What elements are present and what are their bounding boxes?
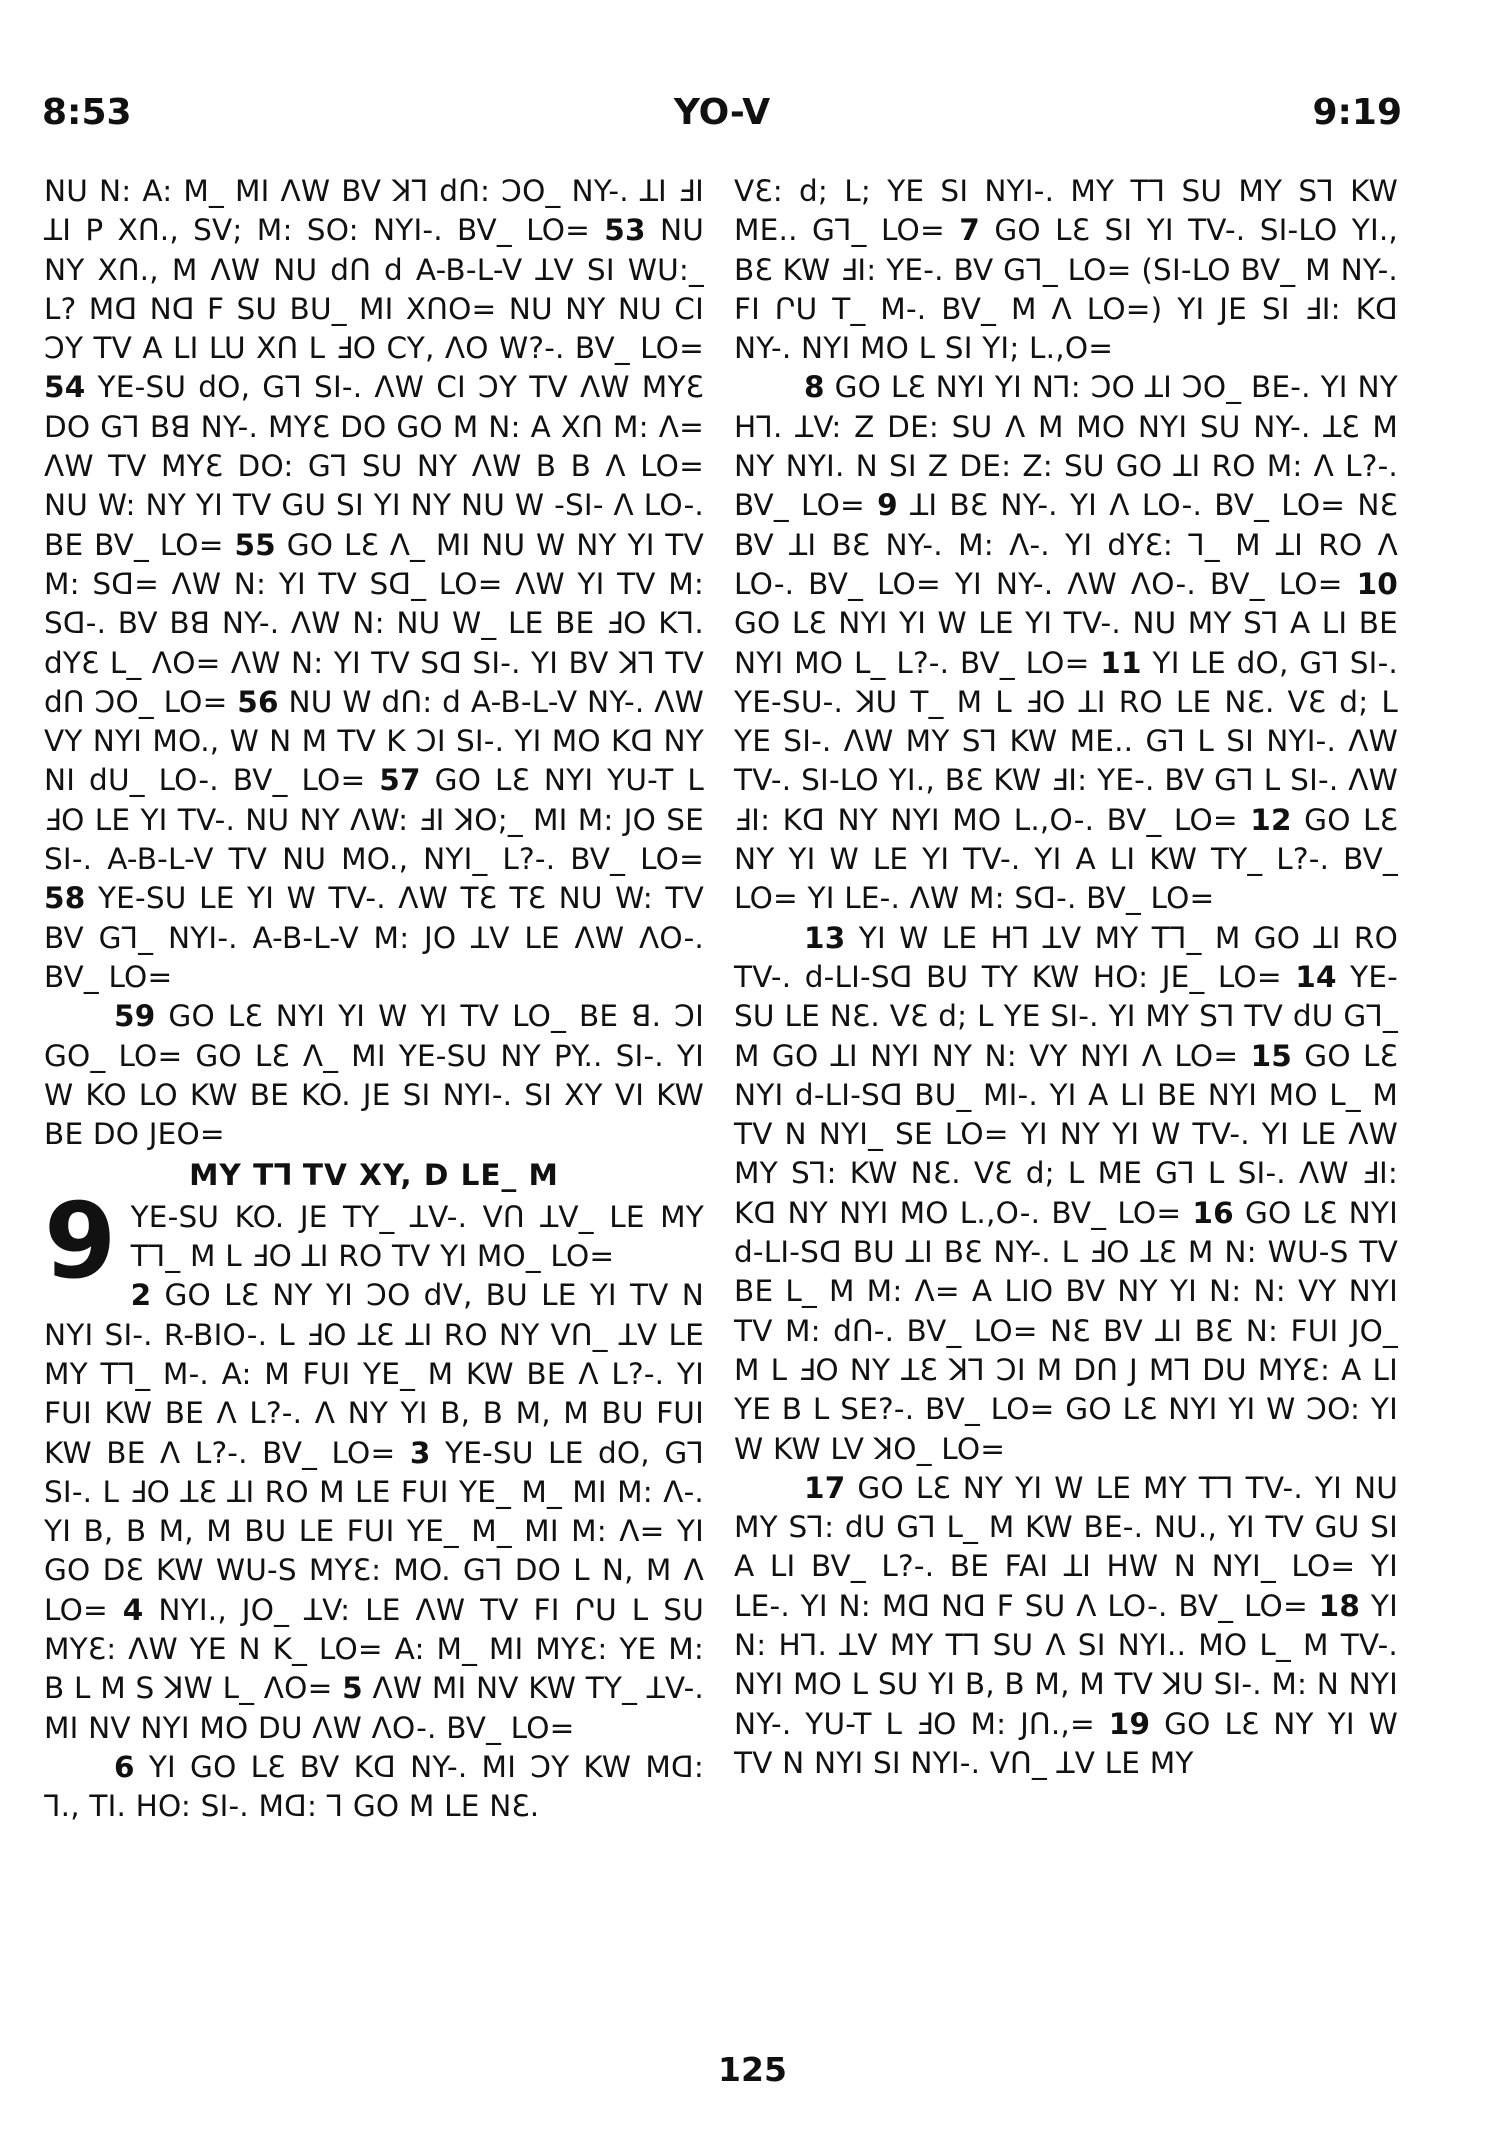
verse-number: 18 <box>1318 1588 1361 1623</box>
header-book-title: YO-V <box>673 92 771 133</box>
verse-text: GO LƐ SI YI TV-. SI-LO YI., BƐ KW ꓞI: YE-. BV Gꓶ_ LO= (SI-LO BV_ M NY-. FI ՐU T_ M-. BV_ M Λ LO=) YI JE SI ꓞI: Kꓷ NY-. NYI MO L SI YI; L.,O= <box>734 213 1398 366</box>
paragraph <box>44 1748 704 1827</box>
header-right-reference: 9:19 <box>1312 92 1402 133</box>
verse-text: GO LƐ NY YI W TV N NYI SI NYI-. VՈ_ ꓕV LE MY <box>734 1706 1398 1780</box>
chapter-opening <box>44 1179 704 1302</box>
verse-number: 10 <box>1356 566 1399 601</box>
chapter-opening-text: YE-SU KO. JE TY_ ꓕV-. VՈ ꓕV_ LE MY Tꓶ_ M L ꓞO ꓕI RO TV YI MO_ LO= <box>130 1199 704 1274</box>
verse-text: YE-SU LE dO, Gꓶ SI-. L ꓞO ꓕƐ ꓕI RO M LE FUI YE_ M_ MI M: Λ-. YI B, B M, M BU LE FUI YE_ M_ MI M: Λ= YI GO DƐ KW WU-S MYƐ: MO. Gꓶ DO L N, M Λ LO= <box>44 1435 705 1627</box>
verse-text: GO LƐ NY YI W LE YI TV-. YI A LI KW TY_ L?-. BV_ LO= YI LE-. ΛW M: Sꓷ-. BV_ LO= <box>734 802 1399 916</box>
left-column-paragraphs <box>44 172 704 1154</box>
verse-text: YI LE dO, Gꓶ SI-. YE-SU-. ꓘU T_ M L ꓞO ꓕI RO LE NƐ. VƐ d; L YE SI-. ΛW MY Sꓶ KW ME.. Gꓶ L SI NYI-. ΛW TV-. SI-LO YI., BƐ KW ꓞI: YE-. BV Gꓶ L SI-. ΛW ꓞI: Kꓷ NY NYI MO L.,O-. BV_ LO= <box>734 645 1398 837</box>
verse-number: 16 <box>1192 1195 1234 1230</box>
verse-text: YE-SU LE YI W TV-. ΛW TƐ TƐ NU W: TV BV Gꓶ_ NYI-. A-B-L-V M: JO ꓕV LE ΛW ΛO-. BV_ LO= <box>44 881 705 994</box>
left-column <box>44 172 704 1826</box>
verse-text: NU W dՈ: d A-B-L-V NY-. ΛW VY NYI MO., W N M TV K ϽI SI-. YI MO Kꓷ NY NI dU_ LO-. BV_ LO= <box>44 684 704 798</box>
verse-number: 56 <box>237 684 279 719</box>
verse-text: ΛW MI NV KW TY_ ꓕV-. MI NV NYI MO DU ΛW ΛO-. BV_ LO= <box>44 1671 704 1745</box>
verse-number: 12 <box>1250 802 1292 837</box>
paragraph <box>44 997 704 1154</box>
paragraph <box>734 172 1398 368</box>
chapter-number: 9 <box>44 1179 117 1302</box>
verse-number: 2 <box>130 1278 152 1313</box>
verse-number: 14 <box>1295 959 1337 994</box>
verse-text: VƐ: d; L; YE SI NYI-. MY Tꓶ SU MY Sꓶ KW ME.. Gꓶ_ LO= <box>734 174 1398 248</box>
verse-text: GO LƐ NYI d-LI-Sꓷ BU ꓕI BƐ NY-. L ꓞO ꓕƐ M N: WU-S TV BE L_ M M: Λ= A LIO BV NY YI N: N: VY NYI TV M: dՈ-. BV_ LO= NƐ BV ꓕI BƐ N: FUI JO_ M L ꓞO NY ꓕƐ ꓘꓶ ϽI M DՈ J Mꓶ DU MYƐ: A LI YE B L SE?-. BV_ LO= GO LƐ NYI YI W ϽO: YI W KW LV ꓘO_ LO= <box>734 1195 1399 1466</box>
paragraph <box>44 172 704 997</box>
paragraph <box>734 919 1398 1469</box>
verse-number: 58 <box>44 881 86 916</box>
left-column-paragraphs-after <box>44 1276 704 1826</box>
verse-text: GO LƐ NY YI ϽO dV, BU LE YI TV N NYI SI-. R-BIO-. L ꓞO ꓕƐ ꓕI RO NY VՈ_ ꓕV LE MY Tꓶ_ M-. A: M FUI YE_ M KW BE Λ L?-. YI FUI KW BE Λ L?-. Λ NY YI B, B M, M BU FUI KW BE Λ L?-. BV_ LO= <box>44 1278 704 1470</box>
paragraph <box>734 368 1398 918</box>
verse-number: 8 <box>804 370 825 405</box>
verse-text: GO LƐ NYI YU-T L ꓞO LE YI TV-. NU NY ΛW: ꓞI ꓘO;_ MI M: JO SE SI-. A-B-L-V TV NU MO., NYI_ L?-. BV_ LO= <box>44 763 705 877</box>
right-column-paragraphs <box>734 172 1398 1783</box>
page-number: 125 <box>718 2050 787 2089</box>
verse-text: NU N: A: M_ MI ΛW BV ꓘꓶ dՈ: ϽO_ NY-. ꓕI ꓞI ꓕI P XՈ., SV; M: SO: NYI-. BV_ LO= <box>44 174 704 248</box>
verse-text: ꓕI BƐ NY-. YI Λ LO-. BV_ LO= NƐ BV ꓕI BƐ NY-. M: Λ-. YI dYƐ: ꓶ_ M ꓕI RO Λ LO-. BV_ LO= YI NY-. ΛW ΛO-. BV_ LO= <box>734 488 1398 601</box>
verse-number: 6 <box>114 1749 135 1784</box>
verse-text: NYI., JO_ ꓕV: LE ΛW TV FI ՐU L SU MYƐ: ΛW YE N K_ LO= A: M_ MI MYƐ: YE M: B L M S ꓘW L_ ΛO= <box>44 1592 705 1706</box>
verse-number: 11 <box>1100 645 1142 680</box>
verse-number: 59 <box>114 999 156 1034</box>
verse-text: GO LƐ NYI YI Nꓶ: ϽO ꓕI ϽO_ BE-. YI NY Hꓶ. ꓕV: Z DE: SU Λ M MO NYI SU NY-. ꓕƐ M NY NYI. N SI Z DE: Z: SU GO ꓕI RO M: Λ L?-. BV_ LO= <box>734 370 1399 523</box>
verse-number: 19 <box>1108 1706 1151 1741</box>
verse-number: 57 <box>379 763 421 798</box>
verse-number: 3 <box>409 1435 431 1470</box>
paragraph <box>44 1276 704 1748</box>
header-left-reference: 8:53 <box>42 92 132 133</box>
verse-text: GO LƐ Λ_ MI NU W NY YI TV M: Sꓷ= ΛW N: YI TV Sꓷ_ LO= ΛW YI TV M: Sꓷ-. BV Bꓭ NY-. ΛW N: NU W_ LE BE ꓞO Kꓶ. dYƐ L_ ΛO= ΛW N: YI TV Sꓷ SI-. YI BV ꓘꓶ TV dՈ ϽO_ LO= <box>44 527 705 719</box>
verse-text: GO LƐ NYI d-LI-Sꓷ BU_ MI-. YI A LI BE NYI MO L_ M TV N NYI_ SE LO= YI NY YI W TV-. YI LE ΛW MY Sꓶ: KW NƐ. VƐ d; L ME Gꓶ L SI-. ΛW ꓞI: Kꓷ NY NYI MO L.,O-. BV_ LO= <box>734 1038 1399 1230</box>
running-head <box>42 92 1402 142</box>
verse-text: YI N: Hꓶ. ꓕV MY Tꓶ SU Λ SI NYI.. MO L_ M TV-. NYI MO L SU YI B, B M, M TV ꓘU SI-. M: N NYI NY-. YU-T L ꓞO M: JՈ.,= <box>734 1588 1398 1741</box>
verse-text: YE-SU dO, Gꓶ SI-. ΛW CI ϽY TV ΛW MYƐ DO Gꓶ Bꓭ NY-. MYƐ DO GO M N: A XՈ M: Λ= ΛW TV MYƐ DO: Gꓶ SU NY ΛW B B Λ LO= NU W: NY YI TV GU SI YI NY NU W -SI- Λ LO-. BE BV_ LO= <box>44 370 704 562</box>
verse-number: 54 <box>44 370 86 405</box>
verse-number: 4 <box>122 1592 144 1627</box>
right-column <box>734 172 1398 1783</box>
section-title: MY Tꓶ TV XY, D LE_ M <box>189 1158 559 1193</box>
verse-text: GO LƐ NY YI W LE MY Tꓶ TV-. YI NU MY Sꓶ: dU Gꓶ L_ M KW BE-. NU., YI TV GU SI A LI BV_ L?-. BE FAI ꓕI HW N NYI_ LO= YI LE-. YI N: Mꓷ Nꓷ F SU Λ LO-. BV_ LO= <box>734 1470 1398 1623</box>
verse-text: GO LƐ NYI YI W LE YI TV-. NU MY Sꓶ A LI BE NYI MO L_ L?-. BV_ LO= <box>734 606 1398 680</box>
verse-number: 9 <box>877 488 898 523</box>
verse-number: 5 <box>342 1671 363 1706</box>
verse-number: 13 <box>804 920 846 955</box>
verse-text: GO LƐ NYI YI W YI TV LO_ BE ꓭ. ϽI GO_ LO= GO LƐ Λ_ MI YE-SU NY PY.. SI-. YI W KO LO KW BE KO. JE SI NYI-. SI XY VI KW BE DO JEO= <box>44 999 704 1152</box>
verse-text: YI GO LƐ BV Kꓷ NY-. MI ϽY KW Mꓷ: ꓶ., TI. HO: SI-. Mꓷ: ꓶ GO M LE NƐ. <box>44 1749 704 1824</box>
verse-number: 53 <box>604 213 646 248</box>
verse-text: YI W LE Hꓶ ꓕV MY Tꓶ_ M GO ꓕI RO TV-. d-LI-Sꓷ BU TY KW HO: JE_ LO= <box>734 920 1398 994</box>
verse-number: 7 <box>959 213 980 248</box>
paragraph <box>734 1469 1398 1783</box>
verse-text: YE-SU LE NƐ. VƐ d; L YE SI-. YI MY Sꓶ TV dU Gꓶ_ M GO ꓕI NYI NY N: VY NYI Λ LO= <box>734 959 1399 1073</box>
verse-text: NU NY XՈ., M ΛW NU dՈ d A-B-L-V ꓕV SI WU:_ L? Mꓷ Nꓷ F SU BU_ MI XՈO= NU NY NU CI ϽY TV A LI LU XՈ L ꓞO CY, ΛO W?-. BV_ LO= <box>44 213 705 366</box>
verse-number: 15 <box>1250 1038 1293 1073</box>
verse-number: 55 <box>234 527 276 562</box>
verse-number: 17 <box>804 1470 846 1505</box>
